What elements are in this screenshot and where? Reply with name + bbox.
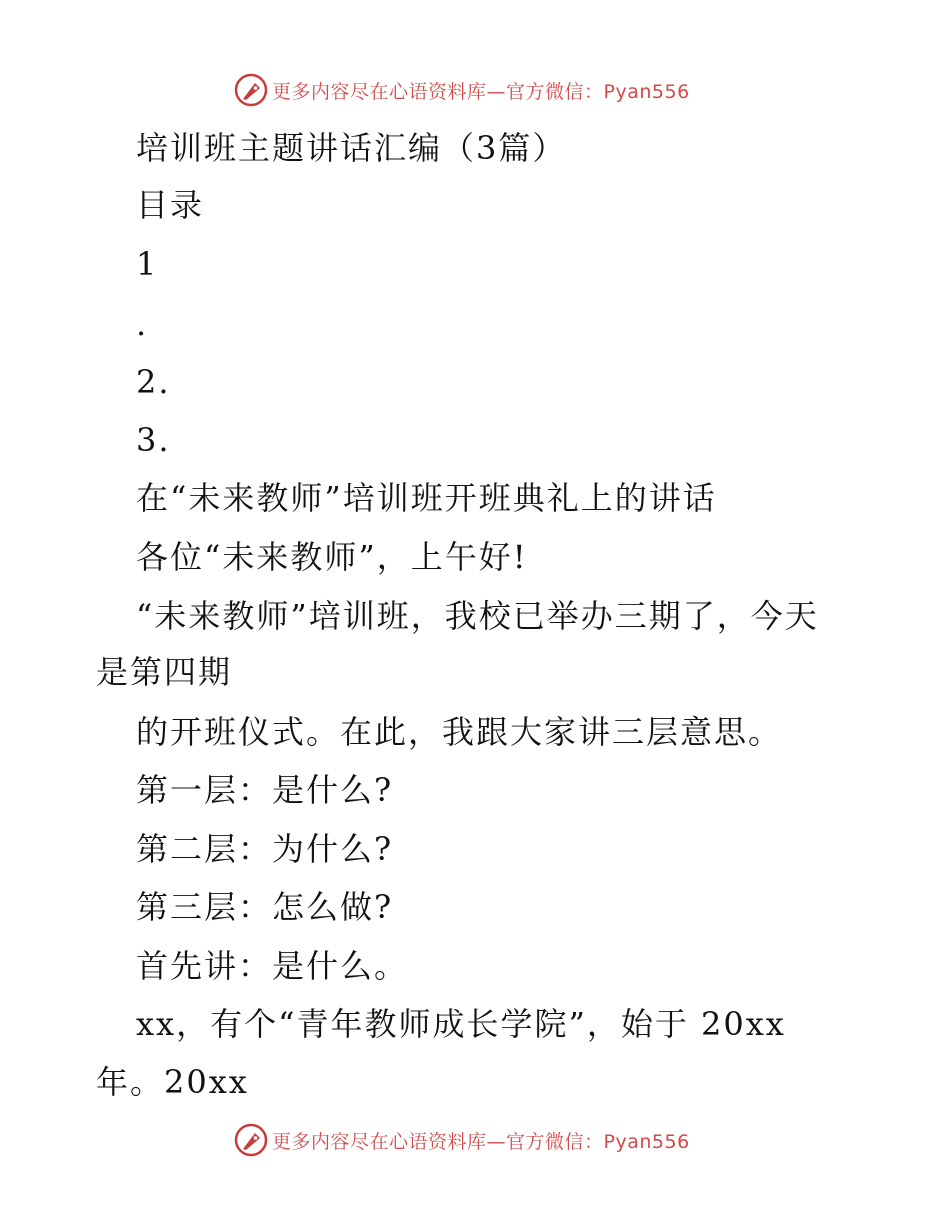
point-line: 第二层：为什么? [136,830,394,868]
paragraph-line: “未来教师”培训班，我校已举办三期了，今天 [136,597,819,635]
paragraph-line: 的开班仪式。在此，我跟大家讲三层意思。 [136,713,783,751]
point-line: 第一层：是什么? [136,771,394,809]
watermark-text: 更多内容尽在心语资料库—官方微信：Pyan556 [272,80,690,103]
header-watermark-banner [234,72,690,108]
toc-item-3: 3. [136,421,171,459]
document-title: 培训班主题讲话汇编（3篇） [136,129,567,167]
pen-nib-logo-icon [234,1123,268,1157]
toc-item-2: 2. [136,363,171,401]
toc-item-1: 1 [136,245,159,283]
footer-watermark-banner [234,1122,690,1158]
toc-item-1-dot: . [136,305,149,343]
section-heading: 在“未来教师”培训班开班典礼上的讲话 [136,479,717,517]
pen-nib-logo-icon [234,73,268,107]
greeting-line: 各位“未来教师”，上午好! [136,538,528,576]
paragraph-line: xx，有个“青年教师成长学院”，始于 20xx [136,1005,786,1043]
point-line: 首先讲：是什么。 [136,947,409,985]
point-line: 第三层：怎么做? [136,888,394,926]
watermark-text: 更多内容尽在心语资料库—官方微信：Pyan556 [272,1130,690,1153]
paragraph-line: 年。20xx [96,1063,249,1101]
toc-heading: 目录 [136,186,205,224]
paragraph-line: 是第四期 [96,653,233,691]
